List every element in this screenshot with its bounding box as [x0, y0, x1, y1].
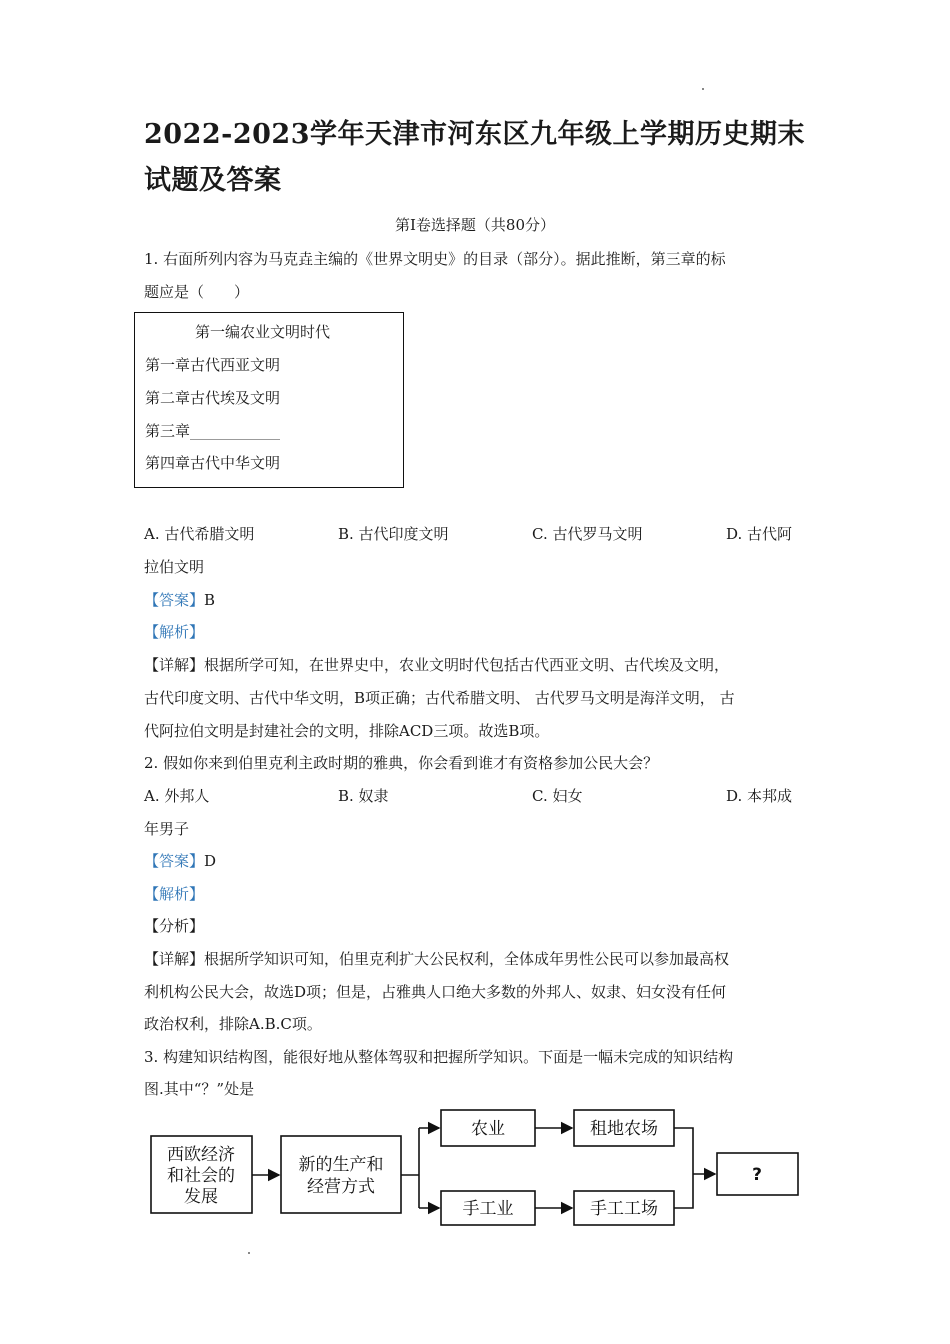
box2-line2: 经营方式 — [307, 1177, 375, 1197]
toc-chapter-2: 第二章古代埃及文明 — [145, 389, 281, 407]
q2-detail-line3: 政治权利，排除A.B.C项。 — [144, 1015, 322, 1033]
q2-stem: 2. 假如你来到伯里克利主政时期的雅典，你会看到谁才有资格参加公民大会？ — [144, 754, 659, 772]
q1-detail-text1: 根据所学可知，在世界史中，农业文明时代包括古代西亚文明、古代埃及文明， — [204, 656, 730, 674]
box1-line2: 和社会的 — [167, 1166, 235, 1186]
toc-chapter-3-label: 第三章 — [145, 422, 191, 440]
toc-chapter-3 — [145, 420, 280, 441]
section-title: 第Ⅰ卷选择题（共80分） — [394, 216, 555, 234]
q1-option-a: A. 古代希腊文明 — [144, 525, 255, 543]
box4-label: 租地农场 — [590, 1119, 658, 1139]
q1-answer-tag: 【答案】 — [144, 591, 205, 609]
page-title: 2022-2023学年天津市河东区九年级上学期历史期末试题及答案 — [144, 119, 805, 196]
diagram-merge-right — [674, 1128, 693, 1208]
q2-detail-tag: 【详解】 — [144, 950, 205, 968]
q2-option-a: A. 外邦人 — [144, 787, 210, 805]
q2-option-d: D. 本邦成 — [726, 787, 793, 805]
box6-label: 手工工场 — [590, 1199, 658, 1219]
q3-knowledge-diagram — [148, 1100, 808, 1240]
q1-toc-box — [134, 312, 404, 488]
corner-mark-top — [702, 88, 704, 90]
box2-line1: 新的生产和 — [298, 1155, 384, 1175]
box3-label: 农业 — [471, 1119, 505, 1139]
q1-detail-line3: 代阿拉伯文明是封建社会的文明，排除ACD三项。故选B项。 — [144, 722, 550, 740]
q2-detail-line2: 利机构公民大会，故选D项；但是，占雅典人口绝大多数的外邦人、奴隶、妇女没有任何 — [144, 983, 727, 1001]
box1-line1: 西欧经济 — [167, 1145, 235, 1165]
q1-option-b: B. 古代印度文明 — [338, 525, 449, 543]
q1-option-d-cont: 拉伯文明 — [144, 558, 205, 576]
q2-answer-value: D — [204, 852, 217, 870]
q1-detail-tag: 【详解】 — [144, 656, 205, 674]
q1-analysis-tag: 【解析】 — [144, 623, 205, 641]
q2-option-b: B. 奴隶 — [338, 787, 389, 805]
q1-answer — [144, 589, 215, 610]
toc-heading: 第一编农业文明时代 — [195, 323, 331, 341]
q2-option-c: C. 妇女 — [532, 787, 583, 805]
q2-answer — [144, 850, 216, 871]
box5-label: 手工业 — [462, 1199, 514, 1219]
q2-analysis-tag: 【解析】 — [144, 885, 205, 903]
toc-chapter-3-blank: ____________ — [190, 422, 281, 440]
toc-chapter-1: 第一章古代西亚文明 — [145, 356, 281, 374]
q1-stem-line2: 题应是（ ） — [144, 283, 250, 301]
q1-option-d: D. 古代阿 — [726, 525, 793, 543]
q3-stem-line2: 图.其中“？”处是 — [144, 1080, 255, 1098]
q1-stem-line1: 1. 右面所列内容为马克垚主编的《世界文明史》的目录（部分）。据此推断，第三章的标 — [144, 250, 726, 268]
q3-stem-line1: 3. 构建知识结构图，能很好地从整体驾驭和把握所学知识。下面是一幅未完成的知识结构 — [144, 1048, 734, 1066]
q2-detail-text1: 根据所学知识可知，伯里克利扩大公民权利，全体成年男性公民可以参加最高权 — [204, 950, 730, 968]
q1-answer-value: B — [204, 591, 216, 609]
q2-detail-line1 — [144, 948, 729, 969]
q2-fenxi-tag: 【分析】 — [144, 917, 205, 935]
box7-label: ? — [752, 1165, 762, 1185]
q1-detail-line2: 古代印度文明、古代中华文明，B项正确；古代希腊文明、 古代罗马文明是海洋文明， 古 — [144, 689, 735, 707]
q1-option-c: C. 古代罗马文明 — [532, 525, 643, 543]
box1-line3: 发展 — [184, 1187, 218, 1207]
q1-detail-line1 — [144, 654, 729, 675]
toc-chapter-4: 第四章古代中华文明 — [145, 454, 281, 472]
q2-option-d-cont: 年男子 — [144, 820, 190, 838]
corner-mark-bottom — [248, 1252, 250, 1254]
q2-answer-tag: 【答案】 — [144, 852, 205, 870]
